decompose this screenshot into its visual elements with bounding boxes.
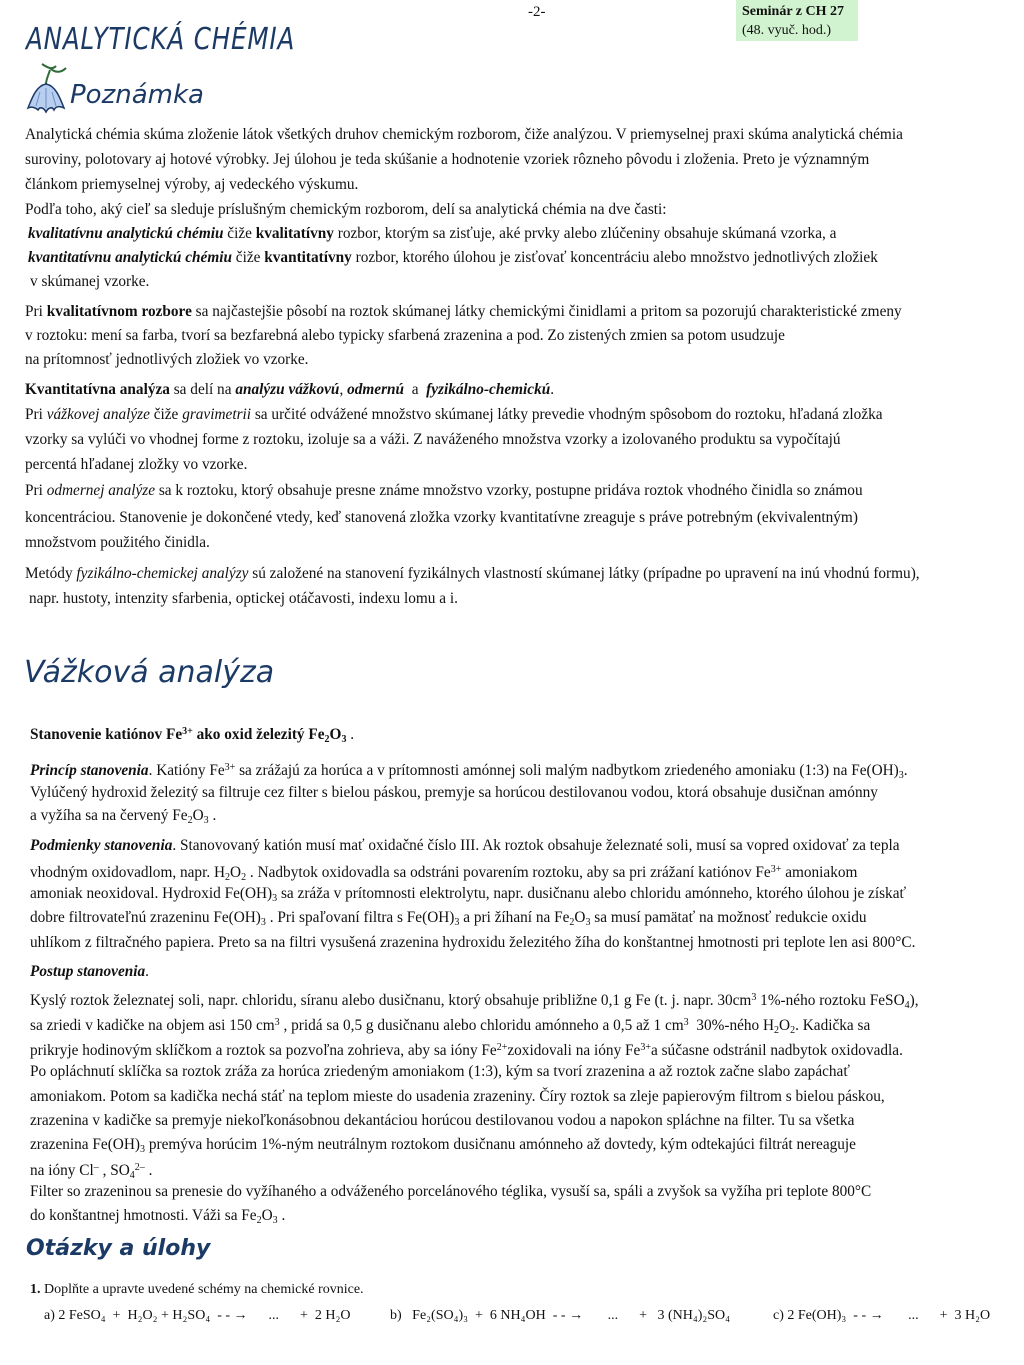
text: O <box>329 726 342 743</box>
equation-a: a) 2 FeSO₄ + H₂O₂ + H₂SO₄ - - → ... + 2 H₂O <box>44 1308 351 1323</box>
text: . Pri spaľovaní filtra s Fe(OH) <box>265 909 455 926</box>
bold-term: kvantitatívny <box>264 249 352 266</box>
text: ), <box>909 992 919 1009</box>
text: vhodným oxidovadlom, napr. H <box>30 864 226 881</box>
text: sa zriedi v kadičke na objem asi 150 cm <box>30 1017 275 1034</box>
conditions-line-1 <box>30 836 900 856</box>
intro-line-5 <box>28 224 836 244</box>
titr-line-2: koncentráciou. Stanovenie je dokončené vtedy, keď stanovená zložka vzorky kvantitatívne zreaguje s práve potrebným (ekvivalentným) <box>25 509 858 526</box>
equation-b: b) Fe₂(SO₄)₃ + 6 NH₄OH - - → ... + 3 (NH₄)₂SO₄ <box>390 1308 731 1323</box>
text: O <box>779 1017 791 1034</box>
text: sa určité odvážené množstvo skúmanej látky prevedie vhodným spôsobom do roztoku, hľadaná zložka <box>251 406 883 423</box>
sub: 3 <box>203 815 209 826</box>
text: sa delí na <box>169 381 236 398</box>
sup: – <box>93 1162 99 1173</box>
term: vážkovej analýze <box>46 406 150 423</box>
qualitative-term: kvalitatívnu analytickú chémiu <box>28 225 224 242</box>
text: . Nadbytok oxidovadla sa odstráni povarením roztoku, aby sa pri zrážaní katiónov Fe <box>246 864 771 881</box>
equation-c: c) 2 Fe(OH)₃ - - → ... + 3 H₂O <box>773 1308 991 1323</box>
phys-line-2: napr. hustoty, intenzity sfarbenia, optickej otáčavosti, indexu lomu a i. <box>29 590 458 607</box>
sup: 2– <box>134 1162 145 1173</box>
text: , pridá sa 0,5 g dusičnanu alebo chloridu amónneho a 0,5 až 1 cm <box>279 1017 684 1034</box>
text: a <box>404 381 427 398</box>
seminar-title: Seminár z CH 27 <box>742 4 845 19</box>
text: a pri žíhaní na Fe <box>459 909 570 926</box>
sub: 3 <box>272 893 278 904</box>
bold-term: Kvantitatívna analýza <box>25 381 170 398</box>
term: odmernej analýze <box>46 482 156 499</box>
titr-line-3: množstvom použitého činidla. <box>25 534 210 551</box>
seminar-hours: (48. vyuč. hod.) <box>742 23 832 38</box>
sub: 2 <box>790 1025 796 1036</box>
sub: 3 <box>341 734 347 745</box>
text: sú založené na stanovení fyzikálnych vlastností skúmanej látky (prípadne po upravení na inú vhodnú formu), <box>248 565 920 582</box>
text: Metódy <box>25 565 77 582</box>
sub: 2 <box>187 815 193 826</box>
question-text: Doplňte a upravte uvedené schémy na chemické rovnice. <box>40 1282 364 1297</box>
sup: 3+ <box>770 864 782 875</box>
text: . <box>277 1207 286 1224</box>
procedure-line-9: Filter so zrazeninou sa prenesie do vyžíhaného a odváženého porcelánového téglika, vysuší sa, spáli a zvyšok sa vyžíha pri teplote 800°C <box>30 1183 872 1200</box>
text: . <box>144 1162 153 1179</box>
term: gravimetrii <box>182 406 252 423</box>
sub: 2 <box>241 872 247 883</box>
text: sa musí pamätať na možnosť redukcie oxidu <box>590 909 867 926</box>
sub: 2 <box>225 872 231 883</box>
text: zrazenina Fe(OH) <box>30 1136 140 1153</box>
sub: 3 <box>260 917 266 928</box>
bold-term: kvalitatívnom rozbore <box>46 303 192 320</box>
procedure-line-10 <box>30 1206 285 1231</box>
sup: 2+ <box>496 1042 508 1053</box>
sub: 3 <box>898 770 904 781</box>
sup: 3+ <box>224 762 236 773</box>
text: amoniak neoxidoval. Hydroxid Fe(OH) <box>30 885 273 902</box>
conditions-line-5: uhlíkom z filtračného papiera. Preto sa na filtri vysušená zrazenina hydroxidu železitého žíha do konštantnej hmotnosti pri teplote len asi 800°C. <box>30 934 916 951</box>
grav-line-1 <box>25 405 883 425</box>
text: . <box>550 381 555 398</box>
sup: 3 <box>274 1017 280 1028</box>
text: prikryje hodinovým sklíčkom a roztok sa pozvoľna zohrieva, aby sa ióny Fe <box>30 1042 497 1059</box>
text: O <box>230 864 242 881</box>
conditions-line-4 <box>30 908 867 933</box>
procedure-line-7 <box>30 1135 856 1160</box>
text: a vyžíha sa na červený Fe <box>30 807 188 824</box>
sub: 2 <box>569 917 575 928</box>
text: . <box>145 963 149 980</box>
principle-line-1 <box>30 758 908 786</box>
procedure-line-3 <box>30 1038 903 1061</box>
intro-line-4: Podľa toho, aký cieľ sa sleduje príslušným chemickým rozborom, delí sa analytická chémia na dve časti: <box>25 201 667 218</box>
text: O <box>574 909 586 926</box>
questions-title: Otázky a úlohy <box>26 1236 211 1261</box>
text: sa najčastejšie pôsobí na roztok skúmanej látky chemickými činidlami a pritom sa pozorujú charakteristické zmeny <box>191 303 902 320</box>
grav-line-2: vzorky sa vylúči vo vhodnej forme z roztoku, izoluje sa a váži. Z naváženého množstva vzorky a izolovaného produktu sa vypočítajú <box>25 431 841 448</box>
text: Stanovenie katiónov Fe <box>30 726 183 743</box>
sub: 3 <box>585 917 591 928</box>
question-1 <box>30 1280 364 1300</box>
procedure-line-6: zrazenina v kadičke sa premyje niekoľkonásobnou dekantáciou horúcou destilovanou vodou a napokon spláchne na filter. Tu sa všetka <box>30 1112 855 1129</box>
text: 1%-ného roztoku FeSO <box>756 992 905 1009</box>
sub: 3 <box>140 1144 145 1155</box>
term: fyzikálno-chemickej analýzy <box>76 565 249 582</box>
sup: 3 <box>751 992 757 1003</box>
intro-line-2: suroviny, polotovary aj hotové výrobky. Jej úlohou je teda skúšanie a hodnotenie vzoriek rôzneho pôvodu i zloženia. Preto je významným <box>25 151 870 168</box>
principle-line-3 <box>30 806 216 831</box>
sup: 3+ <box>640 1042 651 1053</box>
term: Postup stanovenia <box>30 963 146 980</box>
qual-line-3: na prítomnosť jednotlivých zložiek vo vzorke. <box>25 351 309 368</box>
procedure-line-2 <box>30 1013 870 1041</box>
text: dobre filtrovateľnú zrazeninu Fe(OH) <box>30 909 261 926</box>
text: čiže <box>223 225 256 242</box>
note-title: Poznámka <box>70 80 204 110</box>
text: zoxidovali na ióny Fe <box>507 1042 641 1059</box>
text: sa zrážajú za horúca a v prítomnosti amónnej soli malým nadbytkom zriedeného amoniaku (1:3) na Fe(OH) <box>235 762 899 779</box>
sub: 2 <box>256 1215 262 1226</box>
intro-line-6 <box>28 248 878 268</box>
text: . Katióny Fe <box>148 762 225 779</box>
phys-line-1 <box>25 564 920 584</box>
titr-line-1 <box>25 481 863 501</box>
text: , <box>339 381 348 398</box>
sub: 4 <box>904 1000 910 1011</box>
text: Kyslý roztok železnatej soli, napr. chloridu, síranu alebo dusičnanu, ktorý obsahuje približne 0,1 g Fe (t. j. napr. 30cm <box>30 992 752 1009</box>
text: do konštantnej hmotnosti. Váži sa Fe <box>30 1207 257 1224</box>
sub: 3 <box>454 917 460 928</box>
text: O <box>261 1207 273 1224</box>
bellflower-icon <box>22 62 70 116</box>
term: fyzikálno-chemickú <box>426 381 551 398</box>
grav-line-3: percentá hľadanej zložky vo vzorke. <box>25 456 248 473</box>
text: na ióny Cl <box>30 1162 94 1179</box>
intro-line-7: v skúmanej vzorke. <box>30 273 150 290</box>
page-number: -2- <box>528 4 546 20</box>
sub: 2 <box>324 734 330 745</box>
text: amoniakom <box>781 864 858 881</box>
text: ako oxid železitý Fe <box>192 726 325 743</box>
principle-line-2: Vylúčený hydroxid železitý sa filtruje cez filter s bielou páskou, premyje sa horúcou destilovanou vodou, ktorá obsahuje dusičnan amónny <box>30 784 878 801</box>
seminar-label <box>736 0 858 41</box>
sub: 2 <box>774 1025 780 1036</box>
text: rozbor, ktorého úlohou je zisťovať koncentráciu alebo množstvo jednotlivých zložiek <box>351 249 878 266</box>
text: . <box>903 762 908 779</box>
text: rozbor, ktorým sa zisťuje, aké prvky alebo zlúčeniny obsahuje skúmaná vzorka, a <box>333 225 837 242</box>
text: . <box>346 726 355 743</box>
procedure-line-4: Po opláchnutí sklíčka sa roztok zráža za horúca zriedeným amoniakom (1:3), kým sa tvorí zrazenina a až roztok začne slabo zapáchať <box>30 1063 850 1080</box>
text: čiže <box>231 249 265 266</box>
term: analýzu vážkovú <box>235 381 340 398</box>
sup: 3 <box>683 1017 689 1028</box>
text: O <box>192 807 204 824</box>
text: . <box>208 807 217 824</box>
conditions-line-3 <box>30 884 906 909</box>
term: Princíp stanovenia <box>30 762 149 779</box>
text: a súčasne odstránil nadbytok oxidovadla. <box>650 1042 903 1059</box>
qual-line-2: v roztoku: mení sa farba, tvorí sa bezfarebná alebo typicky sfarbená zrazenina a pod. Zo zistených zmien sa potom usudzuje <box>25 327 785 344</box>
main-title: ANALYTICKÁ CHÉMIA <box>26 22 296 57</box>
bold-term: kvalitatívny <box>255 225 334 242</box>
quantitative-term: kvantitatívnu analytickú chémiu <box>28 249 232 266</box>
gravimetric-title: Vážková analýza <box>24 655 275 690</box>
text: Pri <box>25 482 47 499</box>
sub: 4 <box>129 1170 135 1181</box>
intro-line-3: článkom priemyselnej výroby, aj vedeckého výskumu. <box>25 176 359 193</box>
text: čiže <box>149 406 183 423</box>
text: sa k roztoku, ktorý obsahuje presne známe množstvo vzorky, postupne pridáva roztok vhodného činidla so známou <box>155 482 863 499</box>
text: sa zráža v prítomnosti elektrolytu, napr. dusičnanu alebo chloridu amónneho, ktorého úlohou je získať <box>277 885 907 902</box>
procedure-heading <box>30 962 149 982</box>
text: , SO <box>98 1162 130 1179</box>
question-number: 1. <box>30 1282 41 1297</box>
text: 30%-ného H <box>688 1017 775 1034</box>
text: premýva horúcim 1%-ným neutrálnym roztokom dusičnanu amónneho až dovtedy, kým odtekajúci filtrát nereaguje <box>145 1136 856 1153</box>
procedure-line-5: amoniakom. Potom sa kadička nechá stáť na teplom mieste do usadenia zrazeniny. Číry roztok sa zleje papierovým filtrom s bielou páskou, <box>30 1088 885 1105</box>
term: Podmienky stanovenia <box>30 837 173 854</box>
text: . Stanovovaný katión musí mať oxidačné číslo III. Ak roztok obsahuje železnaté soli, musí sa vopred oxidovať za tepla <box>172 837 900 854</box>
term: odmernú <box>347 381 405 398</box>
text: Pri <box>25 303 47 320</box>
intro-line-1: Analytická chémia skúma zloženie látok všetkých druhov chemickým rozborom, čiže analýzou. V priemyselnej praxi skúma analytická chémia <box>25 126 903 143</box>
text: Pri <box>25 406 47 423</box>
sup: 3+ <box>182 726 193 737</box>
fe-heading <box>30 722 354 750</box>
sub: 3 <box>272 1215 278 1226</box>
qual-line-1 <box>25 302 902 322</box>
quant-line-1 <box>25 380 554 400</box>
text: . Kadička sa <box>795 1017 871 1034</box>
procedure-line-1 <box>30 988 919 1016</box>
